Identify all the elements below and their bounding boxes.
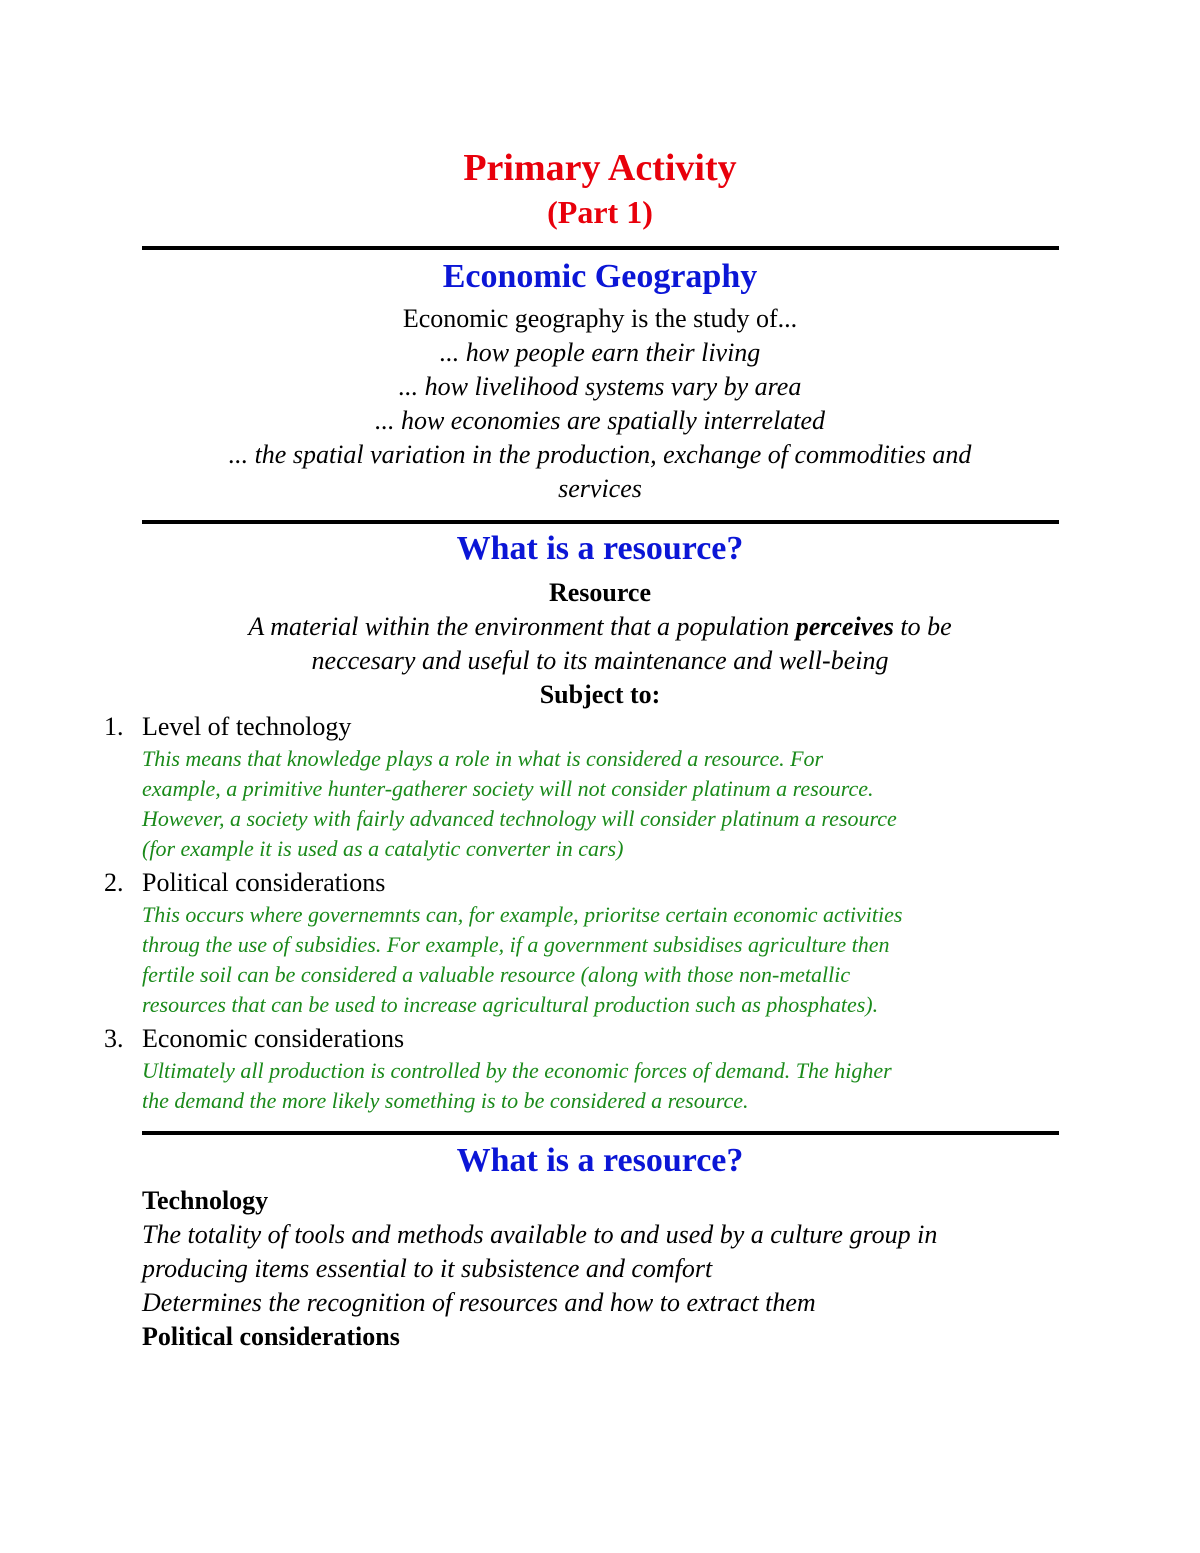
- list-item-number: 1.: [104, 712, 124, 741]
- definition-text: to be: [893, 612, 952, 641]
- list-item-note: This means that knowledge plays a role in what is considered a resource. For: [142, 746, 824, 771]
- page-subtitle: (Part 1): [547, 194, 653, 230]
- resource-definition-line-1: [0, 612, 1200, 642]
- divider-2: [142, 520, 1059, 524]
- definition-emphasis: perceives: [795, 612, 894, 641]
- technology-definition: producing items essential to it subsistence and comfort: [142, 1254, 713, 1283]
- list-item-note: (for example it is used as a catalytic converter in cars): [142, 836, 624, 861]
- page-title: Primary Activity: [463, 147, 737, 189]
- definition-text: A material within the environment that a population: [248, 612, 796, 641]
- resource-heading-2: What is a resource?: [456, 1142, 744, 1179]
- technology-definition: The totality of tools and methods available to and used by a culture group in: [142, 1220, 938, 1249]
- economic-geography-point: ... how livelihood systems vary by area: [398, 372, 802, 401]
- list-item-number: 2.: [104, 868, 124, 897]
- list-item-note: example, a primitive hunter-gatherer society will not consider platinum a resource.: [142, 776, 874, 801]
- technology-definition: Determines the recognition of resources and how to extract them: [142, 1288, 816, 1317]
- economic-geography-point: services: [558, 474, 642, 503]
- list-item-note: resources that can be used to increase agricultural production such as phosphates).: [142, 992, 879, 1017]
- list-item-note: throug the use of subsidies. For example, if a government subsidises agriculture then: [142, 932, 890, 957]
- list-item-note: the demand the more likely something is to be considered a resource.: [142, 1088, 749, 1113]
- resource-term: Resource: [548, 578, 652, 607]
- political-considerations-term: Political considerations: [142, 1322, 400, 1351]
- economic-geography-point: ... how people earn their living: [439, 338, 761, 367]
- list-item-note: This occurs where governemnts can, for example, prioritse certain economic activities: [142, 902, 903, 927]
- economic-geography-intro: Economic geography is the study of...: [402, 304, 798, 333]
- economic-geography-point: ... how economies are spatially interrelated: [374, 406, 826, 435]
- list-item-number: 3.: [104, 1024, 124, 1053]
- resource-heading: What is a resource?: [456, 530, 744, 567]
- list-item-note: fertile soil can be considered a valuable resource (along with those non-metallic: [142, 962, 851, 987]
- resource-definition-line-2: neccesary and useful to its maintenance and well-being: [311, 646, 889, 675]
- list-item-label: Political considerations: [142, 868, 386, 897]
- economic-geography-heading: Economic Geography: [442, 258, 758, 295]
- list-item-label: Economic considerations: [142, 1024, 405, 1053]
- subject-to-label: Subject to:: [539, 680, 661, 709]
- list-item-note: Ultimately all production is controlled by the economic forces of demand. The higher: [142, 1058, 892, 1083]
- economic-geography-point: ... the spatial variation in the production, exchange of commodities and: [228, 440, 972, 469]
- divider-1: [142, 246, 1059, 250]
- technology-term: Technology: [142, 1186, 269, 1215]
- list-item-note: However, a society with fairly advanced technology will consider platinum a resource: [142, 806, 897, 831]
- divider-3: [142, 1131, 1059, 1135]
- list-item-label: Level of technology: [142, 712, 352, 741]
